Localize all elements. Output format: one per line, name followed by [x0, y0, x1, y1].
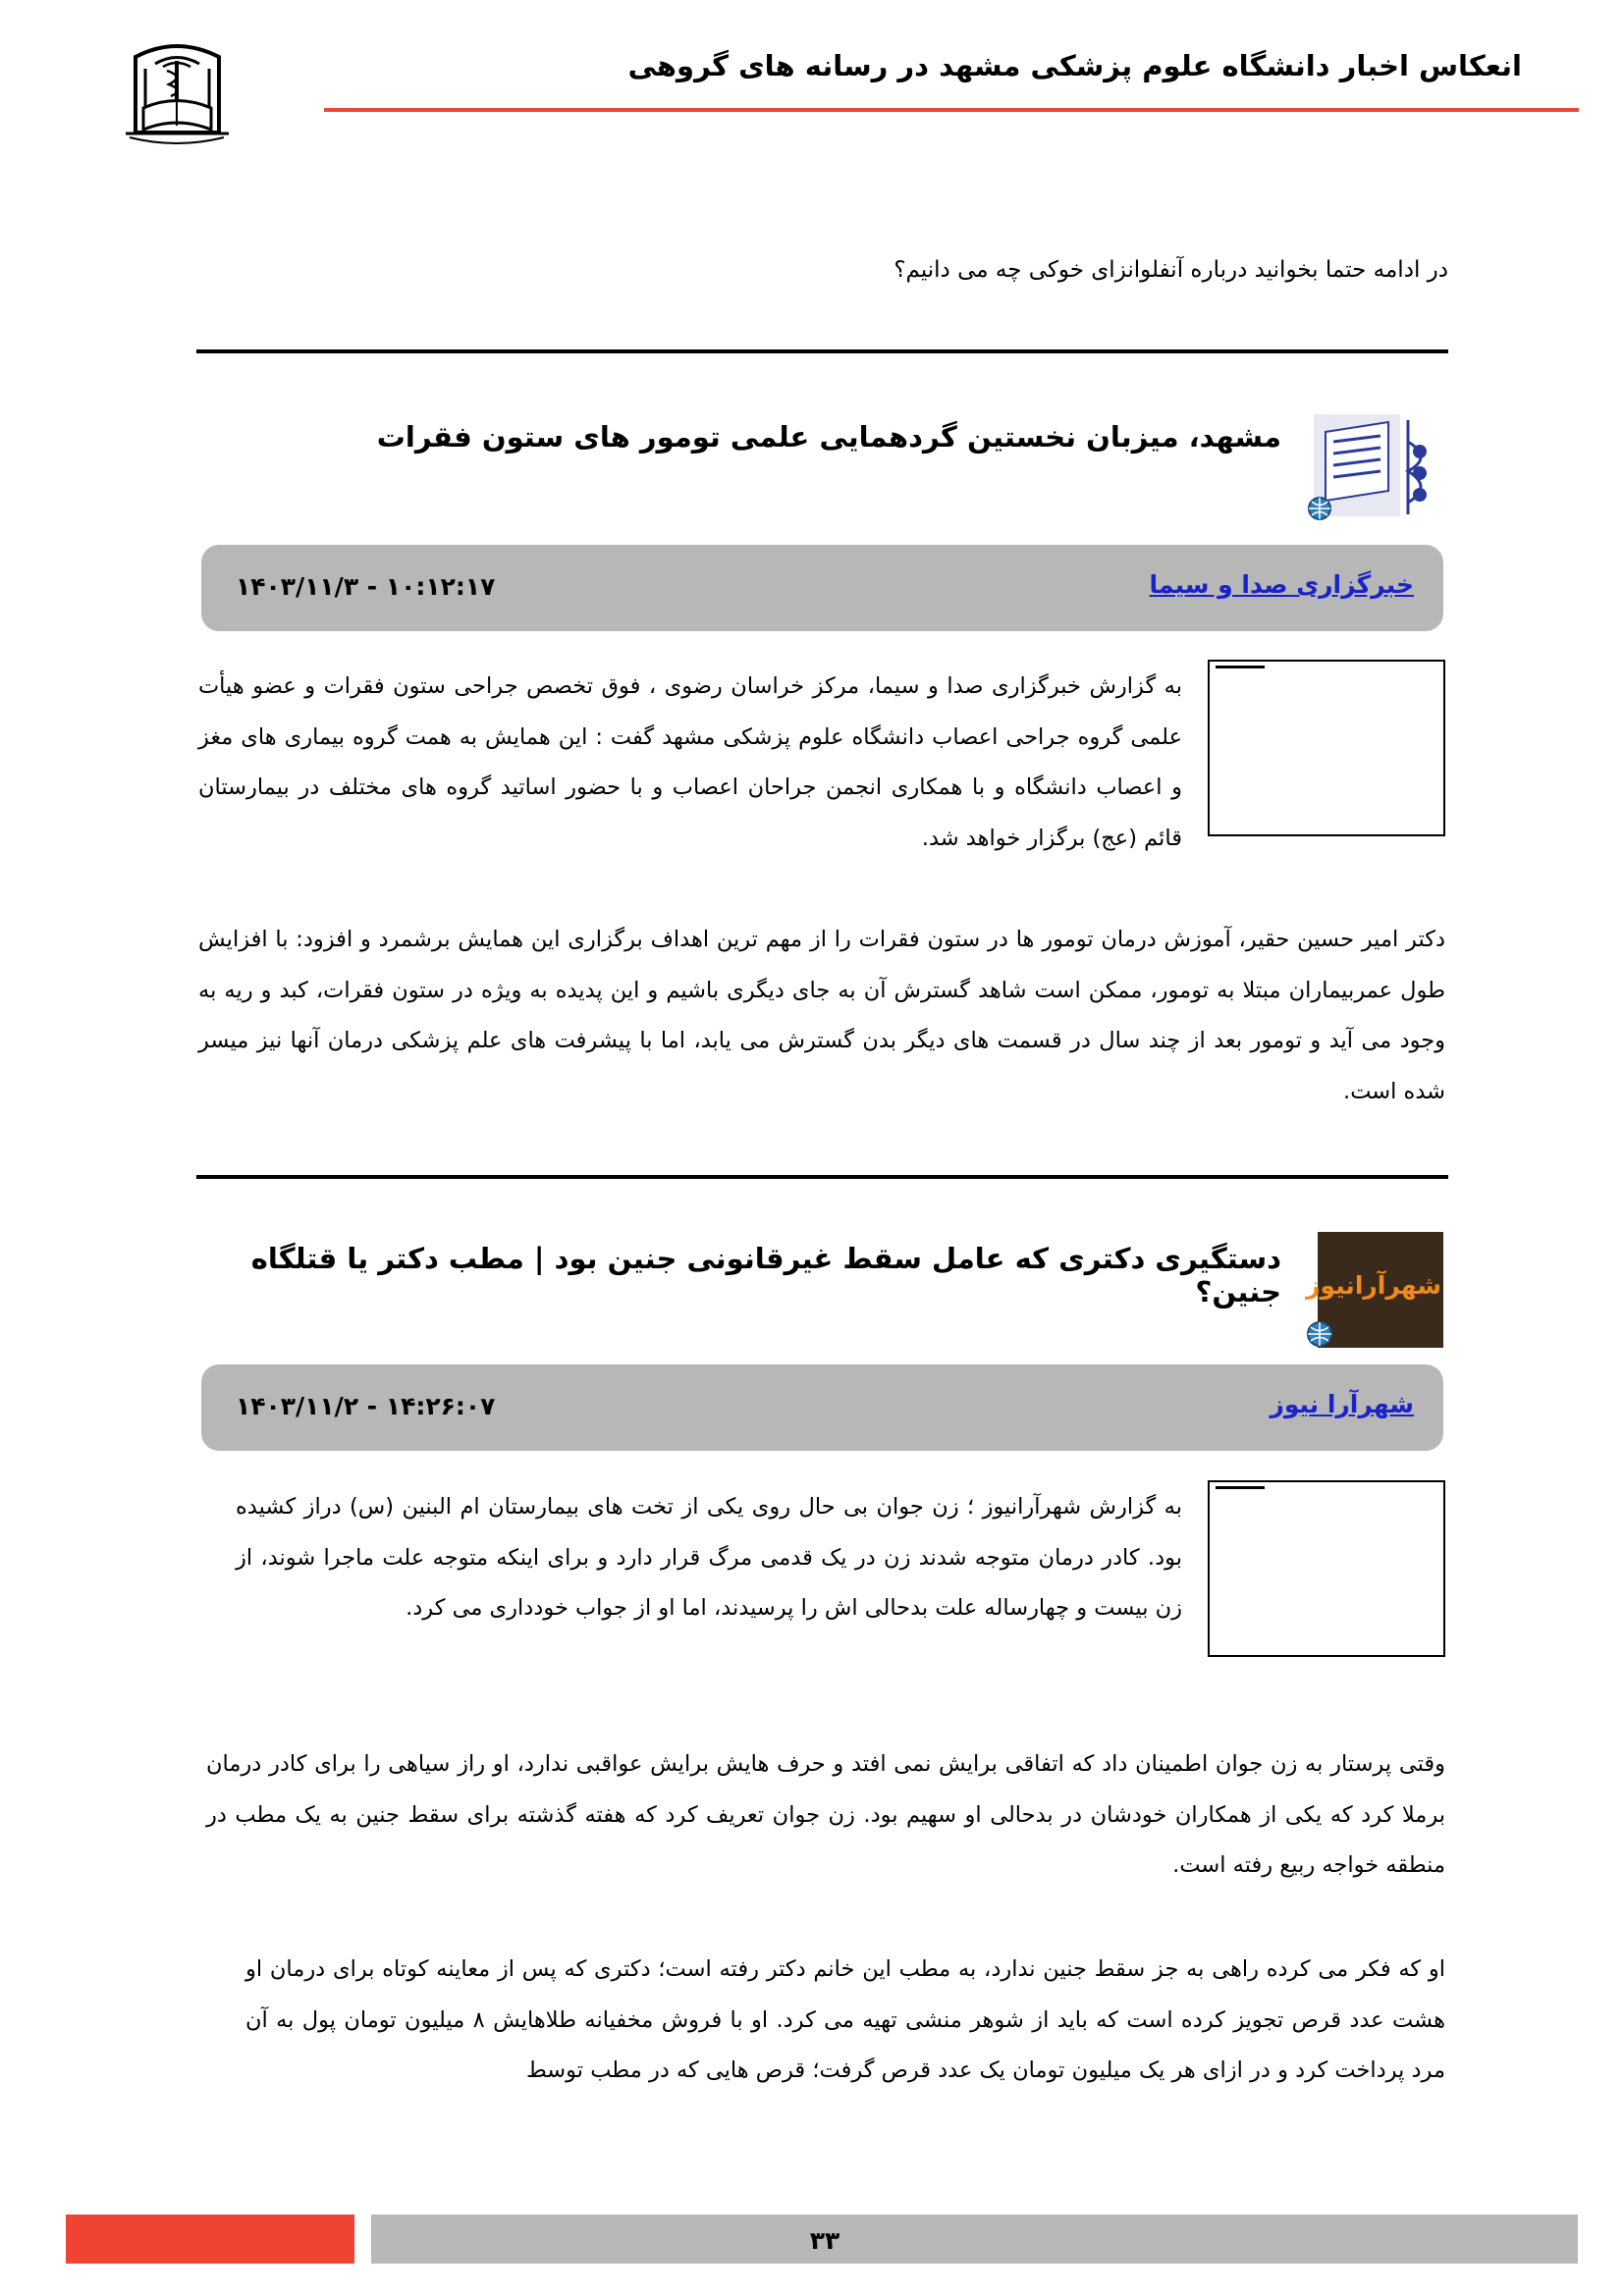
- article-paragraph: وقتی پرستار به زن جوان اطمینان داد که اتفاقی برایش نمی افتد و حرف هایش برایش عواقبی ندارد، او راز سیاهی را برای کادر درمان برملا کرد که یکی از همکاران خودشان در بدحالی او سهیم بود. زن جوان تعریف کرد که هفته گذشته برای سقط جنین به یک مطب در منطقه خواجه ربیع رفته است.: [206, 1751, 1445, 1878]
- article-image-placeholder: [1208, 660, 1445, 836]
- shahraranews-logo: [1306, 1232, 1443, 1355]
- header-rule: [324, 108, 1579, 112]
- source-link[interactable]: خبرگزاری صدا و سیما: [1149, 570, 1414, 599]
- university-logo: [116, 39, 239, 167]
- article-paragraph: دکتر امیر حسین حقیر، آموزش درمان تومور ها در ستون فقرات را از مهم ترین اهداف برگزاری این همایش برشمرد و افزود: با افزایش طول عمربیماران مبتلا به تومور، ممکن است شاهد گسترش آن به جای دیگری باشیم و این پدیده به ویژه در ستون فقرات، کبد و ریه به وجود می آید و تومور بعد از چند سال در قسمت های دیگر بدن گسترش می یابد، اما با پیشرفت های علم پزشکی درمان آنها نیز میسر شده است.: [198, 927, 1445, 1104]
- article-paragraph: به گزارش شهرآرانیوز ؛ زن جوان بی حال روی یکی از تخت های بیمارستان ام البنین (س) دراز کشیده بود. کادر درمان متوجه شدند زن در یک قدمی مرگ قرار دارد و برای اینکه متوجه علت ماجرا شوند، از زن بیست و چهارساله علت بدحالی اش را پرسیدند، اما او از جواب خودداری می کرد.: [236, 1494, 1182, 1621]
- article-datetime: ۱۴۰۳/۱۱/۲ - ۱۴:۲۶:۰۷: [236, 1392, 496, 1420]
- article-source-bar: [201, 545, 1443, 631]
- irib-news-logo: [1306, 412, 1443, 530]
- article-paragraph: او که فکر می کرده راهی به جز سقط جنین ندارد، به مطب این خانم دکتر رفته است؛ دکتری که پس از معاینه کوتاه برای درمان او هشت عدد قرص تجویز کرده است که باید از شوهر منشی تهیه می کرد. او با فروش مخفیانه طلاهایش ۸ میلیون تومان پول به آن مرد پرداخت کرد و در ازای هر یک میلیون تومان یک عدد قرص گرفت؛ قرص هایی که در مطب توسط: [245, 1956, 1445, 2083]
- footer-grey-bar: [371, 2215, 1578, 2264]
- footer-red-bar: [66, 2215, 354, 2264]
- article-datetime: ۱۴۰۳/۱۱/۳ - ۱۰:۱۲:۱۷: [236, 572, 496, 601]
- intro-text: در ادامه حتما بخوانید درباره آنفلوانزای خوکی چه می دانیم؟: [893, 257, 1448, 283]
- section-divider: [196, 1175, 1448, 1179]
- article-headline[interactable]: دستگیری دکتری که عامل سقط غیرقانونی جنین بود | مطب دکتر یا قتلگاه جنین؟: [250, 1242, 1281, 1308]
- shahraranews-logo-text: شهرآرانیوز: [1306, 1271, 1441, 1300]
- page-header-title: انعکاس اخبار دانشگاه علوم پزشکی مشهد در رسانه های گروهی: [627, 49, 1522, 82]
- page-number: ۳۳: [809, 2226, 840, 2255]
- article-paragraph: به گزارش خبرگزاری صدا و سیما، مرکز خراسان رضوی ، فوق تخصص جراحی ستون فقرات و عضو هیأت علمی گروه جراحی اعصاب دانشگاه علوم پزشکی مشهد گفت : این همایش به همت گروه بیماری های مغز و اعصاب دانشگاه و با همکاری انجمن جراحان اعصاب و با حضور اساتید گروه های مختلف در بیمارستان قائم (عج) برگزار خواهد شد.: [198, 673, 1182, 851]
- article-image-placeholder: [1208, 1480, 1445, 1657]
- article-source-bar: [201, 1364, 1443, 1451]
- article-headline[interactable]: مشهد، میزبان نخستین گردهمایی علمی تومور های ستون فقرات: [376, 420, 1281, 454]
- source-link[interactable]: شهرآرا نیوز: [1270, 1390, 1414, 1418]
- section-divider: [196, 349, 1448, 353]
